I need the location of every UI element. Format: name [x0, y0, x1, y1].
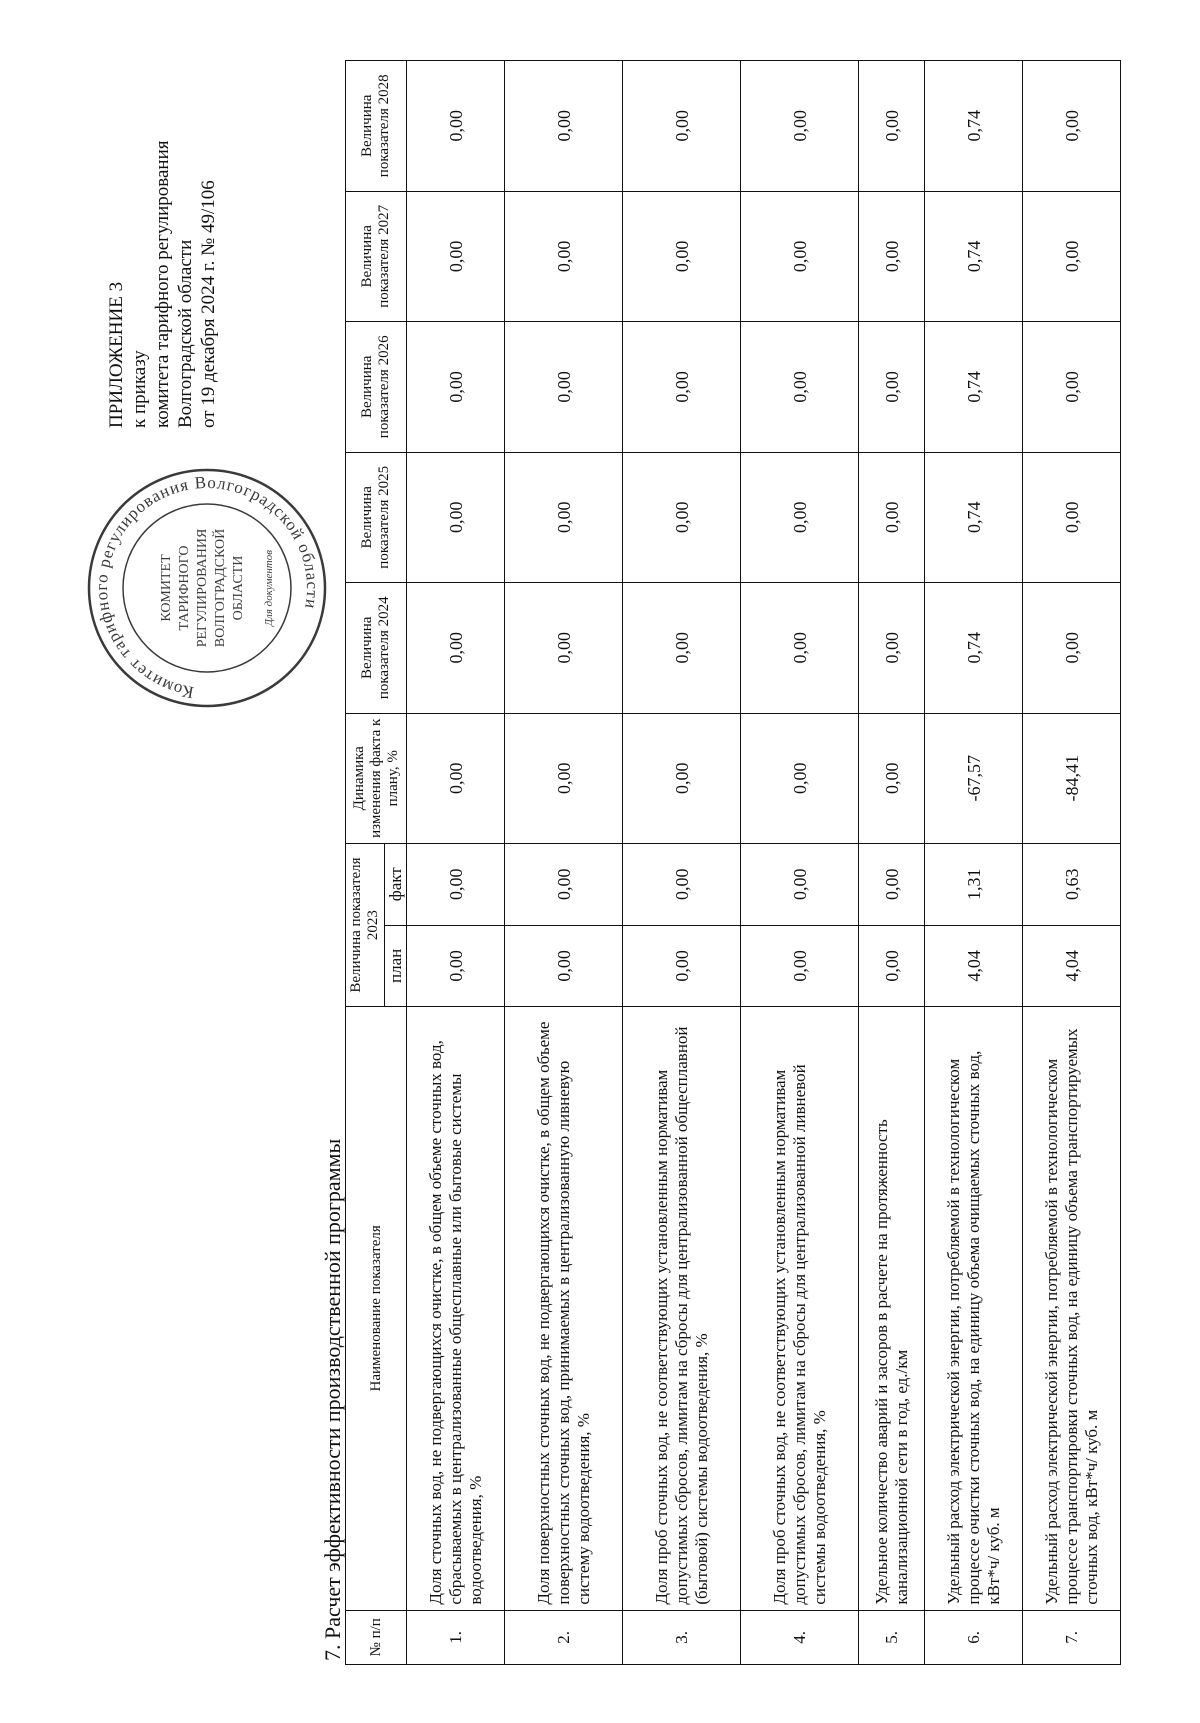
fact-2023: 0,63: [1023, 844, 1121, 926]
value-2025: 0,00: [505, 452, 623, 582]
header-fact: факт: [385, 844, 407, 926]
dynamics-percent: 0,00: [505, 713, 623, 843]
fact-2023: 0,00: [407, 844, 505, 926]
seal-line-2: ТАРИФНОГО: [177, 545, 192, 631]
table-row: [623, 61, 741, 1665]
plan-2023: 0,00: [623, 925, 741, 1007]
plan-2023: 0,00: [407, 925, 505, 1007]
section-title: 7. Расчет эффективности производственной программы: [320, 1138, 345, 1661]
row-number: 5.: [859, 1610, 925, 1664]
header-2025: Величина показателя 2025: [346, 452, 407, 582]
row-number: 7.: [1023, 1610, 1121, 1664]
table-row: [859, 61, 925, 1665]
seal-line-3: РЕГУЛИРОВАНИЯ: [195, 528, 210, 648]
plan-2023: 4,04: [925, 925, 1023, 1007]
header-plan: план: [385, 925, 407, 1007]
appendix-number: ПРИЛОЖЕНИЕ 3: [106, 281, 127, 428]
header-2027: Величина показателя 2027: [346, 191, 407, 321]
value-2028: 0,00: [859, 61, 925, 192]
efficiency-table: [345, 60, 1121, 1665]
table-row: [925, 61, 1023, 1665]
value-2025: 0,74: [925, 452, 1023, 582]
value-2025: 0,00: [1023, 452, 1121, 582]
header-2028: Величина показателя 2028: [346, 61, 407, 192]
plan-2023: 4,04: [1023, 925, 1121, 1007]
value-2028: 0,00: [407, 61, 505, 192]
seal-line-5: ОБЛАСТИ: [231, 555, 246, 621]
table-row: [1023, 61, 1121, 1665]
region-name: Волгоградской области: [175, 239, 196, 428]
value-2026: 0,00: [505, 322, 623, 452]
official-seal: [82, 463, 332, 713]
seal-bottom-text: Для документов: [263, 549, 275, 627]
header-2024: Величина показателя 2024: [346, 583, 407, 713]
table-row: [505, 61, 623, 1665]
value-2025: 0,00: [407, 452, 505, 582]
seal-ring-text: Комитет тарифного регулирования Волгоградской области: [91, 472, 323, 703]
table-row: [741, 61, 859, 1665]
plan-2023: 0,00: [505, 925, 623, 1007]
order-date-number: от 19 декабря 2024 г. № 49/106: [198, 180, 219, 428]
row-number: 3.: [623, 1610, 741, 1664]
value-2027: 0,74: [925, 191, 1023, 321]
value-2026: 0,00: [859, 322, 925, 452]
value-2027: 0,00: [1023, 191, 1121, 321]
seal-line-4: ВОЛГОГРАДСКОЙ: [213, 528, 228, 648]
dynamics-percent: 0,00: [407, 713, 505, 843]
fact-2023: 1,31: [925, 844, 1023, 926]
value-2028: 0,00: [505, 61, 623, 192]
value-2028: 0,00: [1023, 61, 1121, 192]
indicator-name: Доля сточных вод, не подвергающихся очистке, в общем объеме сточных вод, сбрасываемых в централизованные общесплавные или бытовые системы водоотведения, %: [407, 1007, 505, 1611]
order-reference: к приказу: [129, 350, 150, 428]
value-2027: 0,00: [741, 191, 859, 321]
value-2027: 0,00: [505, 191, 623, 321]
header-2023: Величина показателя 2023: [346, 844, 385, 1007]
table-header-row: [346, 61, 385, 1665]
value-2026: 0,74: [925, 322, 1023, 452]
indicator-name: Доля проб сточных вод, не соответствующих установленным нормативам допустимых сбросов, лимитам на сбросы для централизованной ливневой системы водоотведения, %: [741, 1007, 859, 1611]
row-number: 2.: [505, 1610, 623, 1664]
value-2027: 0,00: [407, 191, 505, 321]
dynamics-percent: -67,57: [925, 713, 1023, 843]
value-2028: 0,00: [623, 61, 741, 192]
value-2024: 0,00: [741, 583, 859, 713]
header-dynamics: Динамика изменения факта к плану, %: [346, 713, 407, 843]
table-row: [407, 61, 505, 1665]
fact-2023: 0,00: [505, 844, 623, 926]
value-2026: 0,00: [741, 322, 859, 452]
dynamics-percent: 0,00: [859, 713, 925, 843]
value-2024: 0,00: [505, 583, 623, 713]
value-2025: 0,00: [623, 452, 741, 582]
dynamics-percent: 0,00: [623, 713, 741, 843]
value-2025: 0,00: [741, 452, 859, 582]
fact-2023: 0,00: [623, 844, 741, 926]
indicator-name: Удельный расход электрической энергии, потребляемой в технологическом процессе транспортировки сточных вод, на единицу объема транспортируемых сточных вод, кВт*ч/ куб. м: [1023, 1007, 1121, 1611]
value-2024: 0,00: [859, 583, 925, 713]
committee-name: комитета тарифного регулирования: [152, 140, 173, 428]
value-2026: 0,00: [623, 322, 741, 452]
plan-2023: 0,00: [859, 925, 925, 1007]
value-2027: 0,00: [859, 191, 925, 321]
fact-2023: 0,00: [741, 844, 859, 926]
plan-2023: 0,00: [741, 925, 859, 1007]
value-2024: 0,00: [623, 583, 741, 713]
value-2024: 0,00: [1023, 583, 1121, 713]
header-2026: Величина показателя 2026: [346, 322, 407, 452]
value-2025: 0,00: [859, 452, 925, 582]
indicator-name: Доля проб сточных вод, не соответствующих установленным нормативам допустимых сбросов, лимитам на сбросы для централизованной общесплавной (бытовой) системы водоотведения, %: [623, 1007, 741, 1611]
row-number: 6.: [925, 1610, 1023, 1664]
value-2027: 0,00: [623, 191, 741, 321]
row-number: 1.: [407, 1610, 505, 1664]
fact-2023: 0,00: [859, 844, 925, 926]
value-2024: 0,00: [407, 583, 505, 713]
dynamics-percent: -84,41: [1023, 713, 1121, 843]
seal-graphic: [82, 463, 332, 713]
seal-line-1: КОМИТЕТ: [159, 554, 174, 622]
dynamics-percent: 0,00: [741, 713, 859, 843]
value-2026: 0,00: [407, 322, 505, 452]
header-num: № п/п: [346, 1610, 407, 1664]
value-2028: 0,74: [925, 61, 1023, 192]
row-number: 4.: [741, 1610, 859, 1664]
header-name: Наименование показателя: [346, 1007, 407, 1611]
value-2026: 0,00: [1023, 322, 1121, 452]
value-2024: 0,74: [925, 583, 1023, 713]
appendix-header: [105, 23, 220, 523]
indicator-name: Доля поверхностных сточных вод, не подвергающихся очистке, в общем объеме поверхностных сточных вод, принимаемых в централизованную ливневую систему водоотведения, %: [505, 1007, 623, 1611]
value-2028: 0,00: [741, 61, 859, 192]
indicator-name: Удельное количество аварий и засоров в расчете на протяженность канализационной сети в год, ед./км: [859, 1007, 925, 1611]
indicator-name: Удельный расход электрической энергии, потребляемой в технологическом процессе очистки сточных вод, на единицу объема очищаемых сточных вод, кВт*ч/ куб. м: [925, 1007, 1023, 1611]
